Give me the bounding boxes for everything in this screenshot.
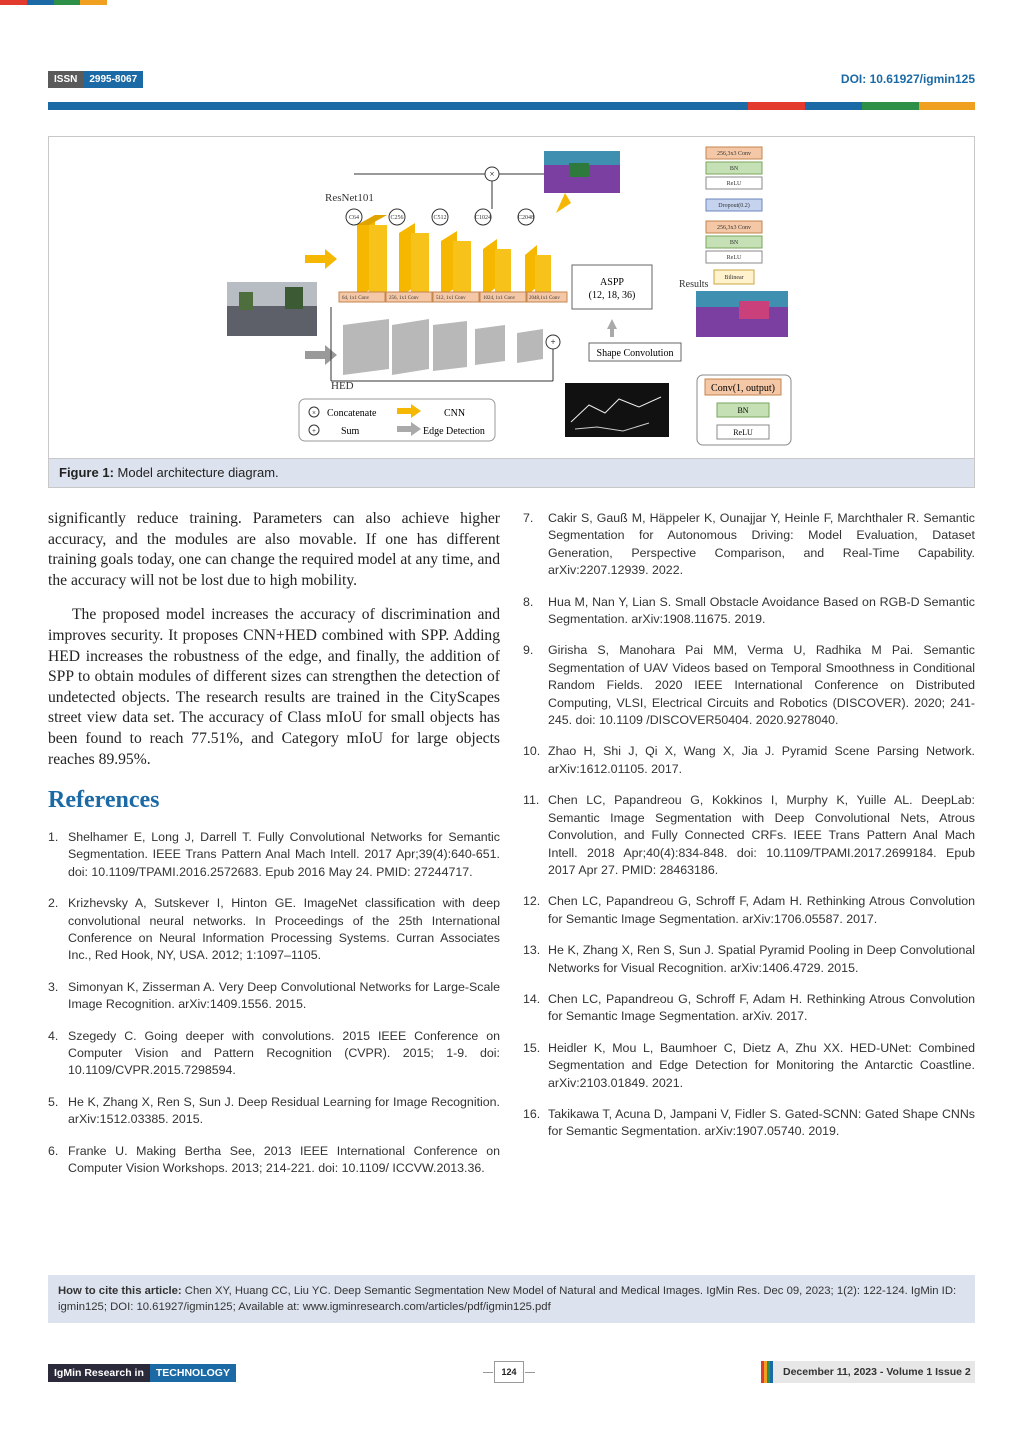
reference-item: 14. Chen LC, Papandreou G, Schroff F, Adam H. Rethinking Atrous Convolution for Semantic Image Segmentation. arXiv. 2017. (523, 991, 975, 1024)
aspp-label: ASPP (600, 277, 624, 288)
svg-text:×: × (312, 409, 316, 417)
paragraph: significantly reduce training. Parameters can also achieve higher accuracy, and the modules are also movable. If one has different training goals today, one can change the required model at any time, and the accuracy will not be lost due to high mobility. (48, 510, 500, 589)
reference-item: 4. Szegedy C. Going deeper with convolutions. 2015 IEEE Conference on Computer Vision and Pattern Recognition (CVPR). 2015; 1-9. doi: 10.1109/CVPR.2015.7298594. (48, 1028, 500, 1078)
c64-label: C64 (348, 215, 360, 221)
svg-text:BN: BN (737, 406, 749, 415)
results-label: Results (679, 279, 709, 290)
paragraph: The proposed model increases the accuracy of discrimination and improves security. It proposes CNN+HED combined with SPP. Adding HED increases the robustness of the edge, and finally, the addition of SPP to obtain modules of different sizes can strengthen the detection of undetected objects. The research results are trained in the CityScapes street view data set. The accuracy of Class mIoU for small objects has been found to reach 77.51%, and Category mIoU for large objects reaches 89.95%. (48, 606, 500, 768)
hed-label: HED (331, 380, 354, 392)
header-rule (48, 102, 975, 110)
reference-item: 11. Chen LC, Papandreou G, Kokkinos I, Murphy K, Yuille AL. DeepLab: Semantic Image Segmentation with Deep Convolutional Nets, Atrous Convolution, and Fully Connected CRFs. IEEE Trans Pattern Anal Mach Intell. 2018 Apr;40(4):834-848. doi: 10.1109/TPAMI.2017.2699184. Epub 2017 Apr 27. PMID: 28463186. (523, 793, 975, 877)
shape-conv-label: Shape Convolution (596, 348, 674, 359)
reference-item: 6. Franke U. Making Bertha See, 2013 IEEE International Conference on Computer Vision Workshops. 2013; 214-221. doi: 10.1109/ ICCVW.2013.36. (48, 1143, 500, 1176)
hed-blocks (343, 319, 543, 375)
reference-item: 8. Hua M, Nan Y, Lian S. Small Obstacle Avoidance Based on RGB-D Semantic Segmentation. arXiv:1908.11675. 2019. (523, 594, 975, 627)
svg-text:×: × (489, 169, 495, 179)
reference-item: 12. Chen LC, Papandreou G, Schroff F, Adam H. Rethinking Atrous Convolution for Semantic Image Segmentation. arXiv:1706.05587. 2017. (523, 894, 975, 926)
svg-text:ReLU: ReLU (726, 255, 742, 261)
figure-caption: Figure 1: Model architecture diagram. (49, 458, 974, 487)
reference-item: 13. He K, Zhang X, Ren S, Sun J. Spatial Pyramid Pooling in Deep Convolutional Networks for Visual Recognition. arXiv:1406.4729. 2015. (523, 943, 975, 975)
issn-label: ISSN (48, 71, 83, 88)
legend-sum: Sum (341, 426, 360, 437)
reference-item: 3. Simonyan K, Zisserman A. Very Deep Convolutional Networks for Large-Scale Image Recognition. arXiv:1409.1556. 2015. (48, 979, 500, 1012)
reference-item: 15. Heidler K, Mou L, Baumhoer C, Dietz A, Zhu XX. HED-UNet: Combined Segmentation and Edge Detection for Monitoring the Antarctic Coastline. arXiv:2103.01849. 2021. (523, 1040, 975, 1090)
svg-text:256,3x3 Conv: 256,3x3 Conv (716, 225, 752, 231)
decoder-stack (706, 147, 762, 284)
references-left (48, 829, 500, 1192)
journal-badge: IgMin Research in TECHNOLOGY (48, 1364, 236, 1382)
body-text (48, 509, 500, 784)
legend-cnn: CNN (444, 408, 466, 419)
svg-text:BN: BN (729, 166, 739, 172)
issue-date: December 11, 2023 - Volume 1 Issue 2 (761, 1361, 975, 1383)
svg-text:1024, 1x1 Conv: 1024, 1x1 Conv (483, 296, 516, 301)
c1024-label: C1024 (474, 215, 492, 221)
c256-label: C256 (390, 215, 404, 221)
aspp-rates: (12, 18, 36) (588, 290, 636, 301)
edge-arrow (305, 345, 337, 365)
references-right (523, 510, 975, 1155)
reference-item: 2. Krizhevsky A, Sutskever I, Hinton GE. ImageNet classification with deep convolutional neural networks. In Proceedings of the 25th International Conference on Neural Information Processing Systems. Curran Associates Inc., Red Hook, NY, USA. 2012; 1:1097–1105. (48, 896, 500, 963)
architecture-diagram (49, 137, 974, 459)
issn-badge (48, 71, 143, 88)
citation-box: How to cite this article: Chen XY, Huang CC, Liu YC. Deep Semantic Segmentation New Model of Natural and Medical Images. IgMin Res. Dec 09, 2023; 1(2): 122-124. IgMin ID: igmin125; DOI: 10.61927/igmin125; Available at: www.igminresearch.com/articles/pdf/igmin125.pdf (48, 1275, 975, 1323)
svg-text:256,3x3 Conv: 256,3x3 Conv (716, 151, 752, 157)
references-heading: References (48, 787, 160, 813)
figure-1 (48, 136, 975, 488)
reference-item: 1. Shelhamer E, Long J, Darrell T. Fully Convolutional Networks for Semantic Segmentation. IEEE Trans Pattern Anal Mach Intell. 2017 Apr;39(4):640-651. doi: 10.1109/TPAMI.2016.2572683. Epub 2016 May 24. PMID: 27244717. (48, 830, 500, 879)
svg-text:512, 1x1 Conv: 512, 1x1 Conv (436, 296, 466, 301)
svg-text:BN: BN (729, 240, 739, 246)
svg-text:2048,1x1 Conv: 2048,1x1 Conv (529, 296, 560, 301)
resnet-blocks (357, 215, 551, 297)
reference-item: 5. He K, Zhang X, Ren S, Sun J. Deep Residual Learning for Image Recognition. arXiv:1512.03385. 2015. (48, 1094, 500, 1127)
top-color-stripe (0, 0, 107, 5)
legend-edge: Edge Detection (423, 426, 485, 437)
svg-text:+: + (312, 427, 316, 435)
cnn-arrow (305, 249, 337, 269)
svg-text:Bilinear: Bilinear (724, 275, 744, 281)
reference-item: 9. Girisha S, Manohara Pai MM, Verma U, Radhika M Pai. Semantic Segmentation of UAV Videos based on Temporal Smoothness in Conditional Random Fields. 2020 IEEE International Conference on Distributed Computing, VLSI, Electrical Circuits and Robotics (DISCOVER). 2020; 241-245. doi: 10.1109 /DISCOVER50404. 2020.9278040. (523, 643, 975, 728)
svg-text:+: + (550, 337, 556, 347)
page-number: 124 (494, 1361, 524, 1383)
resnet-label: ResNet101 (325, 192, 374, 204)
svg-text:ReLU: ReLU (733, 428, 753, 437)
reference-item: 10. Zhao H, Shi J, Qi X, Wang X, Jia J. Pyramid Scene Parsing Network. arXiv:1612.01105. 2017. (523, 744, 975, 776)
reference-item: 16. Takikawa T, Acuna D, Jampani V, Fidler S. Gated-SCNN: Gated Shape CNNs for Semantic Segmentation. arXiv:1907.05740. 2019. (523, 1106, 975, 1139)
issn-value: 2995-8067 (83, 71, 143, 88)
c2048-label: C2048 (517, 215, 535, 221)
svg-text:64, 1x1 Conv: 64, 1x1 Conv (342, 296, 370, 301)
doi-link[interactable]: DOI: 10.61927/igmin125 (840, 72, 975, 86)
svg-text:ReLU: ReLU (726, 181, 742, 187)
svg-text:Dropout(0.2): Dropout(0.2) (718, 203, 750, 209)
conv-out-label: Conv(1, output) (711, 383, 775, 394)
c512-label: C512 (433, 215, 447, 221)
svg-text:256, 1x1 Conv: 256, 1x1 Conv (389, 296, 419, 301)
reference-item: 7. Cakir S, Gauß M, Häppeler K, Ounajjar Y, Heinle F, Marchthaler R. Semantic Segmentation for Autonomous Driving: Model Evaluation, Dataset Generation, Perspective Comparison, and Real-Time Capability. arXiv:2207.12939. 2022. (523, 511, 975, 578)
legend-concatenate: Concatenate (327, 408, 377, 419)
conv-labels (339, 292, 567, 302)
